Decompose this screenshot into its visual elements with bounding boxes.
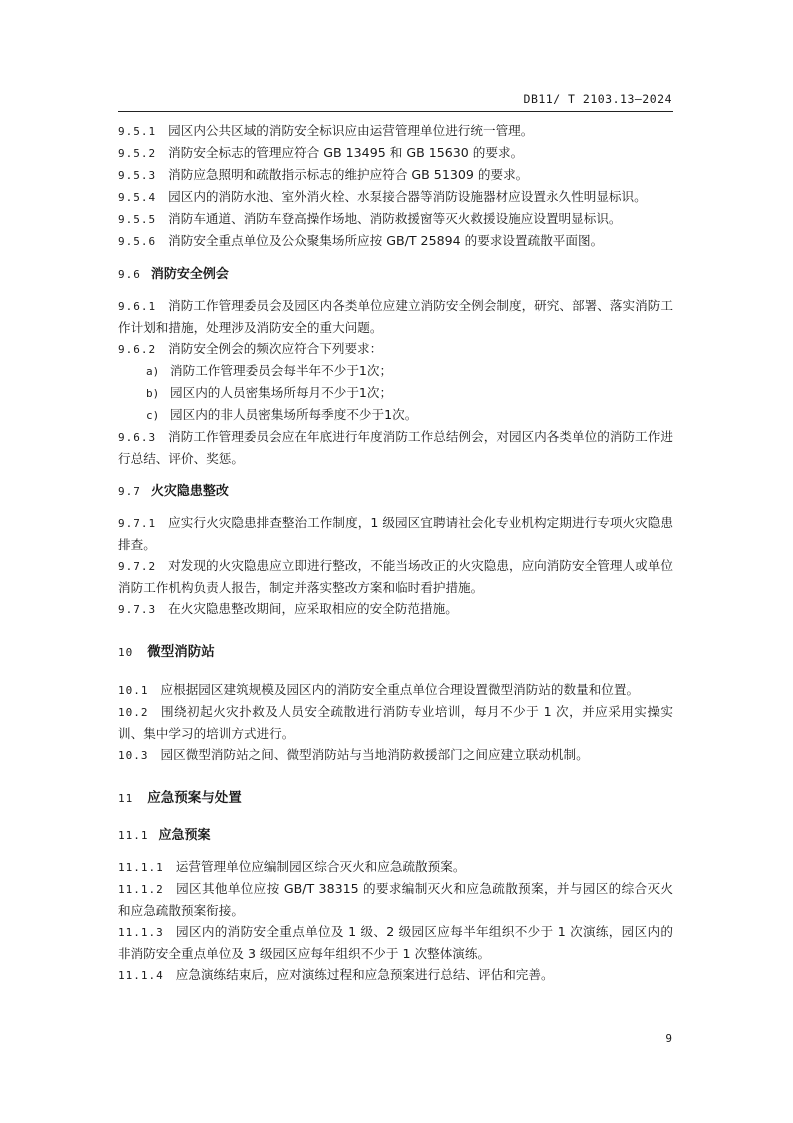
clause-paragraph [118,921,673,964]
header-divider [118,111,673,112]
clause-text: 消防安全重点单位及公众聚集场所应按 GB/T 25894 的要求设置疏散平面图。 [168,233,604,248]
clause-number: 9.5.5 [118,213,157,226]
clause-paragraph [118,512,673,555]
clause-paragraph [118,142,673,164]
clause-text: 园区内的消防水池、室外消火栓、水泵接合器等消防设施器材应设置永久性明显标识。 [168,189,647,204]
clause-paragraph [118,856,673,878]
clause-paragraph [118,679,673,701]
clause-text: 对发现的火灾隐患应立即进行整改，不能当场改正的火灾隐患，应向消防安全管理人或单位消防工作机构负责人报告，制定并落实整改方案和临时看护措施。 [118,558,673,595]
section-heading [118,825,673,846]
list-item [118,360,673,382]
clause-number: 9.7.2 [118,560,157,573]
clause-paragraph [118,744,673,766]
clause-text: 园区内的消防安全重点单位及 1 级、2 级园区应每半年组织不少于 1 次演练，园区内的非消防安全重点单位及 3 级园区应每年组织不少于 1 次整体演练。 [118,924,673,961]
heading-number: 11.1 [118,829,149,842]
clause-paragraph [118,964,673,986]
clause-paragraph [118,598,673,620]
heading-number: 11 [118,792,134,805]
clause-paragraph [118,701,673,744]
clause-number: 9.5.3 [118,169,157,182]
clause-paragraph [118,164,673,186]
clause-number: 11.1.2 [118,883,164,896]
clause-text: 消防安全例会的频次应符合下列要求： [168,341,383,356]
clause-number: 11.1.4 [118,969,164,982]
clause-paragraph [118,555,673,598]
chapter-heading [118,642,673,663]
clause-text: 应实行火灾隐患排查整治工作制度，1 级园区宜聘请社会化专业机构定期进行专项火灾隐患排查。 [118,515,673,552]
clause-text: 应急演练结束后，应对演练过程和应急预案进行总结、评估和完善。 [175,967,554,982]
document-id-header: DB11/ T 2103.13—2024 [523,92,672,106]
clause-number: 10.2 [118,706,149,719]
clause-text: 园区微型消防站之间、微型消防站与当地消防救援部门之间应建立联动机制。 [160,747,589,762]
clause-number: 11.1.3 [118,926,164,939]
document-body [118,120,673,986]
clause-number: 9.5.1 [118,125,157,138]
heading-number: 10 [118,646,134,659]
clause-number: 9.5.4 [118,191,157,204]
clause-number: 9.6.3 [118,431,157,444]
clause-text: 消防工作管理委员会应在年底进行年度消防工作总结例会，对园区内各类单位的消防工作进行总结、评价、奖惩。 [118,429,673,466]
clause-number: 9.6.1 [118,300,157,313]
chapter-heading [118,788,673,809]
list-item [118,404,673,426]
clause-number: 10.3 [118,749,149,762]
list-item-text: 园区内的非人员密集场所每季度不少于1次。 [170,407,418,422]
list-item-label: a) [146,365,160,378]
list-item-label: b) [146,387,160,400]
list-item-text: 消防工作管理委员会每半年不少于1次； [170,363,393,378]
heading-text: 应急预案 [158,828,211,843]
clause-text: 园区其他单位应按 GB/T 38315 的要求编制灭火和应急疏散预案，并与园区的综合灭火和应急疏散预案衔接。 [118,881,673,918]
clause-text: 消防安全标志的管理应符合 GB 13495 和 GB 15630 的要求。 [168,145,524,160]
clause-text: 消防车通道、消防车登高操作场地、消防救援窗等灭火救援设施应设置明显标识。 [168,211,622,226]
section-heading [118,481,673,502]
clause-text: 在火灾隐患整改期间，应采取相应的安全防范措施。 [168,601,458,616]
clause-number: 11.1.1 [118,861,164,874]
clause-text: 围绕初起火灾扑救及人员安全疏散进行消防专业培训，每月不少于 1 次，并应采用实操实训、集中学习的培训方式进行。 [118,704,673,741]
clause-text: 消防工作管理委员会及园区内各类单位应建立消防安全例会制度，研究、部署、落实消防工作计划和措施，处理涉及消防安全的重大问题。 [118,298,673,335]
list-item-label: c) [146,409,160,422]
clause-text: 应根据园区建筑规模及园区内的消防安全重点单位合理设置微型消防站的数量和位置。 [160,682,640,697]
clause-paragraph [118,338,673,360]
clause-paragraph [118,208,673,230]
page-number: 9 [665,1032,672,1045]
clause-text: 消防应急照明和疏散指示标志的维护应符合 GB 51309 的要求。 [168,167,529,182]
clause-text: 园区内公共区域的消防安全标识应由运营管理单位进行统一管理。 [168,123,534,138]
clause-paragraph [118,186,673,208]
heading-number: 9.6 [118,268,141,281]
heading-text: 微型消防站 [147,644,215,660]
list-item-text: 园区内的人员密集场所每月不少于1次； [170,385,393,400]
heading-text: 应急预案与处置 [147,790,242,806]
list-item [118,382,673,404]
clause-paragraph [118,878,673,921]
clause-paragraph [118,426,673,469]
clause-number: 10.1 [118,684,149,697]
section-heading [118,264,673,285]
clause-number: 9.7.3 [118,603,157,616]
heading-number: 9.7 [118,485,141,498]
clause-paragraph [118,295,673,338]
clause-number: 9.7.1 [118,517,157,530]
clause-number: 9.6.2 [118,343,157,356]
heading-text: 火灾隐患整改 [150,484,229,499]
clause-text: 运营管理单位应编制园区综合灭火和应急疏散预案。 [175,859,466,874]
clause-number: 9.5.6 [118,235,157,248]
clause-paragraph [118,120,673,142]
heading-text: 消防安全例会 [150,267,229,282]
clause-number: 9.5.2 [118,147,157,160]
clause-paragraph [118,230,673,252]
